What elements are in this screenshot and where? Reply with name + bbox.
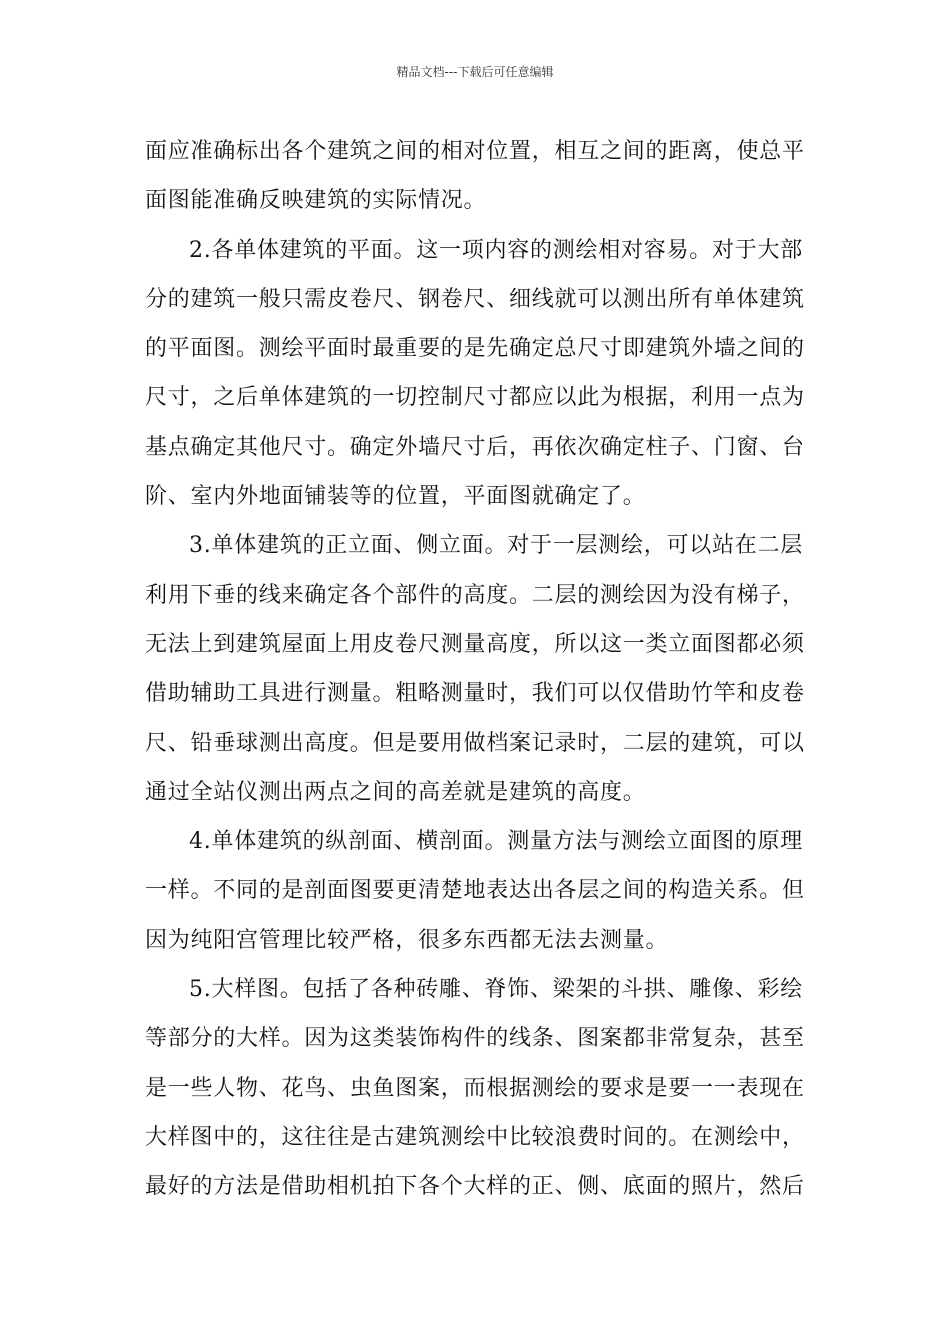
text-line: 等部分的大样。因为这类装饰构件的线条、图案都非常复杂，甚至	[145, 1026, 805, 1052]
text-line: 分的建筑一般只需皮卷尺、钢卷尺、细线就可以测出所有单体建筑	[145, 286, 805, 312]
text-line: 最好的方法是借助相机拍下各个大样的正、侧、底面的照片，然后	[145, 1174, 805, 1200]
text-line: 通过全站仪测出两点之间的高差就是建筑的高度。	[145, 779, 646, 805]
text-line: 因为纯阳宫管理比较严格，很多东西都无法去测量。	[145, 927, 669, 953]
page-header: 精品文档---下载后可任意编辑	[396, 65, 554, 79]
paragraph-start-5: 5.大样图。包括了各种砖雕、脊饰、梁架的斗拱、雕像、彩绘	[189, 977, 803, 1003]
text-line: 基点确定其他尺寸。确定外墙尺寸后，再依次确定柱子、门窗、台	[145, 434, 805, 460]
text-line: 无法上到建筑屋面上用皮卷尺测量高度，所以这一类立面图都必须	[145, 631, 805, 657]
text-line: 面图能准确反映建筑的实际情况。	[145, 188, 487, 214]
text-line: 是一些人物、花鸟、虫鱼图案，而根据测绘的要求是要一一表现在	[145, 1075, 805, 1101]
text-line: 利用下垂的线来确定各个部件的高度。二层的测绘因为没有梯子，	[145, 582, 805, 608]
text-line: 面应准确标出各个建筑之间的相对位置，相互之间的距离，使总平	[145, 139, 805, 164]
paragraph-start-4: 4.单体建筑的纵剖面、横剖面。测量方法与测绘立面图的原理	[189, 829, 803, 855]
paragraph-start-3: 3.单体建筑的正立面、侧立面。对于一层测绘，可以站在二层	[189, 533, 803, 559]
text-line: 的平面图。测绘平面时最重要的是先确定总尺寸即建筑外墙之间的	[145, 336, 805, 362]
text-line: 尺、铅垂球测出高度。但是要用做档案记录时，二层的建筑，可以	[145, 730, 805, 756]
text-line: 大样图中的，这往往是古建筑测绘中比较浪费时间的。在测绘中，	[145, 1124, 805, 1150]
body-text	[145, 127, 815, 1212]
text-line: 阶、室内外地面铺装等的位置，平面图就确定了。	[145, 484, 646, 510]
text-line: 借助辅助工具进行测量。粗略测量时，我们可以仅借助竹竿和皮卷	[145, 681, 805, 707]
text-line: 一样。不同的是剖面图要更清楚地表达出各层之间的构造关系。但	[145, 878, 805, 904]
text-line: 尺寸，之后单体建筑的一切控制尺寸都应以此为根据，利用一点为	[145, 385, 805, 411]
paragraph-start-2: 2.各单体建筑的平面。这一项内容的测绘相对容易。对于大部	[189, 237, 803, 263]
